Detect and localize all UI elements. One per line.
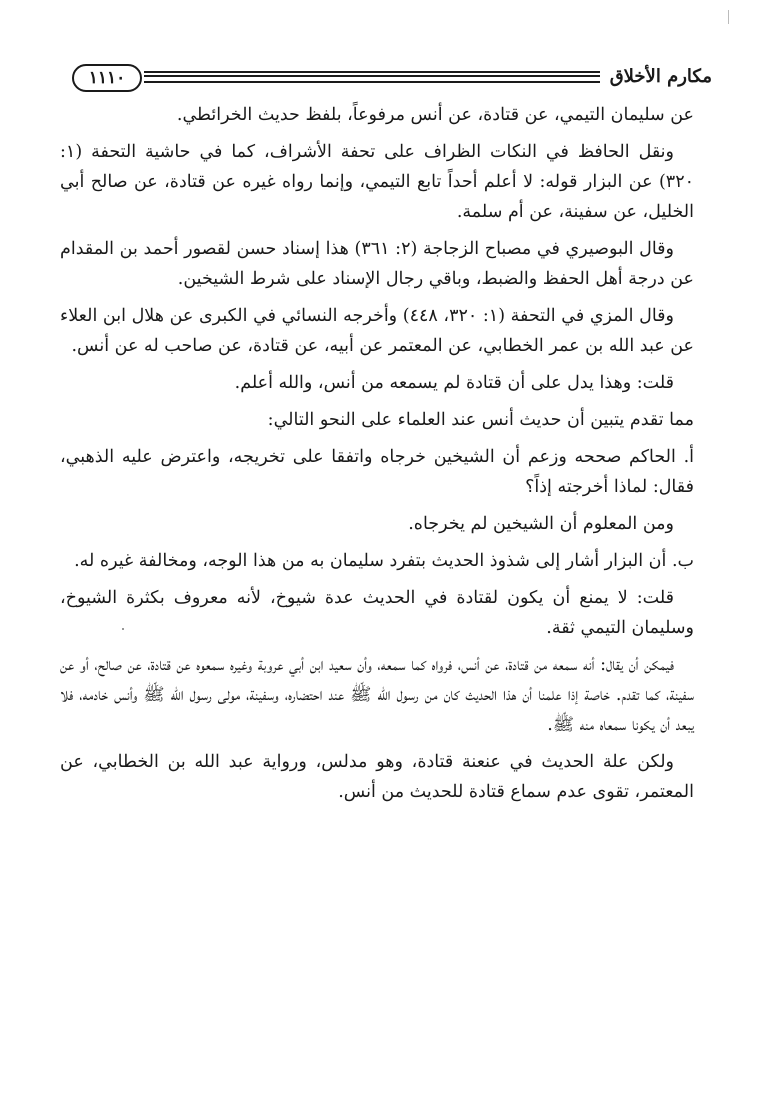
page-number: ١١١٠ <box>72 64 142 92</box>
header-rule <box>144 71 600 83</box>
paragraph: ب. أن البزار أشار إلى شذوذ الحديث بتفرد سليمان به من هذا الوجه، ومخالفة غيره له. <box>74 551 694 571</box>
paragraph: وقال البوصيري في مصباح الزجاجة (٢: ٣٦١) هذا إسناد حسن لقصور أحمد بن المقدام عن درجة أهل الحفظ والضبط، وباقي رجال الإسناد على شرط الشيخين. <box>60 239 694 289</box>
paragraph: قلت: لا يمنع أن يكون لقتادة في الحديث عدة شيوخ، لأنه معروف بكثرة الشيوخ، وسليمان التيمي ثقة. <box>60 588 694 638</box>
page-header <box>64 62 712 96</box>
running-title: مكارم الأخلاق <box>609 66 712 87</box>
page-number-frame <box>64 62 146 92</box>
scan-speck <box>122 628 124 630</box>
paragraph: قلت: وهذا يدل على أن قتادة لم يسمعه من أنس، والله أعلم. <box>234 373 674 393</box>
paragraph: وقال المزي في التحفة (١: ٣٢٠، ٤٤٨) وأخرجه النسائي في الكبرى عن هلال ابن العلاء عن عبد الله بن عمر الخطابي، عن المعتمر عن أبيه، عن قتادة، عن صاحب له عن أنس. <box>60 306 694 356</box>
paragraph: فيمكن أن يقال: أنه سمعه من قتادة، عن أنس، فرواه كما سمعه، وأن سعيد ابن أبي عروبة وغيره سمعوه عن قتادة، عن صالح، أو عن سفينة، كما تقدم. خاصة إذا علمنا أن هذا الحديث كان من رسول الله ﷺ عند احتضاره، وسفينة، مولى رسول الله ﷺ وأنس خادمه، فلا يبعد أن يكونا سمعاه منه ﷺ. <box>60 655 694 735</box>
paragraph: عن سليمان التيمي، عن قتادة، عن أنس مرفوعاً، بلفظ حديث الخرائطي. <box>176 105 694 125</box>
page-body <box>60 100 694 814</box>
paragraph: ونقل الحافظ في النكات الظراف على تحفة الأشراف، كما في حاشية التحفة (١: ٣٢٠) عن البزار قوله: لا أعلم أحداً تابع التيمي، وإنما رواه غيره عن قتادة، عن صالح أبي الخليل، عن سفينة، عن أم سلمة. <box>60 142 694 222</box>
scan-mark <box>728 10 729 24</box>
paragraph: ومن المعلوم أن الشيخين لم يخرجاه. <box>408 514 674 534</box>
paragraph: أ. الحاكم صححه وزعم أن الشيخين خرجاه واتفقا على تخريجه، واعترض عليه الذهبي، فقال: لماذا أخرجته إذاً؟ <box>60 447 694 497</box>
paragraph: مما تقدم يتبين أن حديث أنس عند العلماء على النحو التالي: <box>267 410 694 430</box>
paragraph: ولكن علة الحديث في عنعنة قتادة، وهو مدلس، ورواية عبد الله بن الخطابي، عن المعتمر، تقوى عدم سماع قتادة للحديث من أنس. <box>60 752 694 802</box>
